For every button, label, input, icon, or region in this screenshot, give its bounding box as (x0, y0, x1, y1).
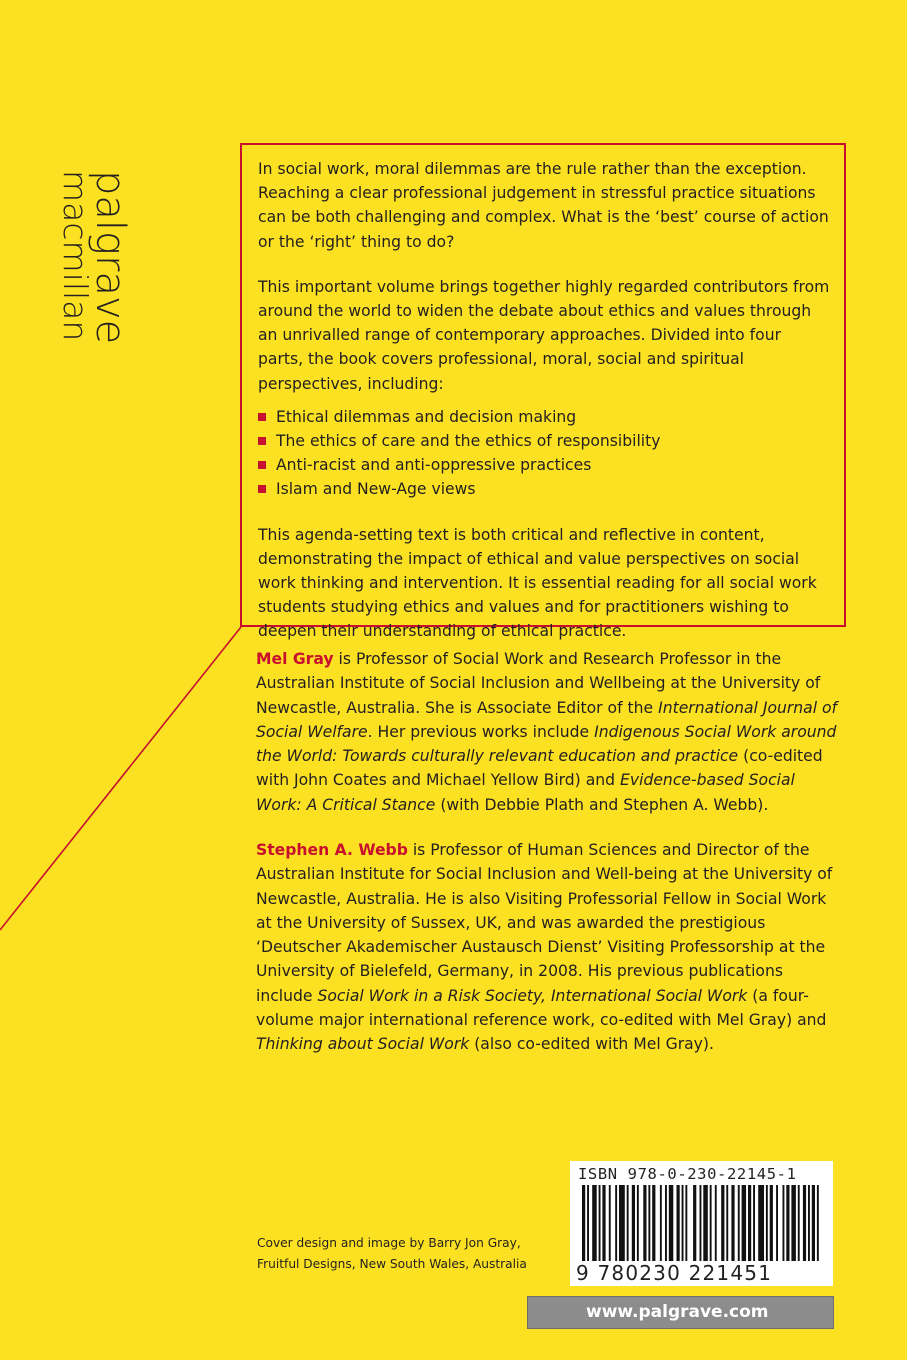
barcode-bar (710, 1185, 712, 1261)
bio-title-italic: Social Work in a Risk Society, International Social Work (317, 986, 748, 1005)
barcode-bar (685, 1185, 687, 1261)
barcode-bar (803, 1185, 806, 1261)
barcode-bar (742, 1185, 747, 1261)
barcode-bar (770, 1185, 773, 1261)
barcode-bar (715, 1185, 717, 1261)
author-bio-stephen-webb (256, 838, 840, 1057)
bio-title-italic: International Journal of Social Welfare (256, 698, 838, 741)
barcode-bar (648, 1185, 650, 1261)
bullet-item (258, 477, 830, 501)
bullet-text: The ethics of care and the ethics of responsibility (276, 432, 661, 451)
bullet-item (258, 453, 830, 477)
bio-text: (co-edited with John Coates and Michael Yellow Bird) and (256, 747, 823, 790)
barcode-bar (660, 1185, 662, 1261)
barcode-bar (652, 1185, 655, 1261)
barcode-bar (753, 1185, 755, 1261)
barcode-bar (615, 1185, 617, 1261)
barcode-bar (643, 1185, 646, 1261)
barcode-bar (637, 1185, 639, 1261)
bullet-item (258, 429, 830, 453)
barcode-bar (602, 1185, 605, 1261)
author-name: Mel Gray (256, 650, 334, 668)
blurb-paragraph-1: In social work, moral dilemmas are the rule rather than the exception. Reaching a clear professional judgement in stressful practice situations can be both challenging and complex. What is the ‘best’ course of action or the ‘right’ thing to do? (258, 160, 829, 251)
publisher-logo-line2: macmillan (56, 170, 95, 342)
barcode-bars (570, 1185, 833, 1265)
bullet-square-icon (258, 413, 266, 421)
barcode-bar (812, 1185, 815, 1261)
cover-credits-line2: Fruitful Designs, New South Wales, Australia (257, 1256, 527, 1271)
barcode-bar (632, 1185, 635, 1261)
barcode-bar (619, 1185, 625, 1261)
isbn-label: ISBN 978-0-230-22145-1 (578, 1165, 797, 1183)
bio-text: is Professor of Social Work and Research Professor in the Australian Institute of Social Inclusion and Wellbeing at the University of Newcastle, Australia. She is Associate Editor of the (256, 650, 821, 717)
barcode-bar (817, 1185, 819, 1261)
barcode-bar (609, 1185, 611, 1261)
publisher-url: www.palgrave.com (586, 1302, 769, 1322)
publisher-logo (56, 170, 133, 370)
bullet-text: Islam and New-Age views (276, 480, 476, 499)
barcode-bar (758, 1185, 764, 1261)
barcode-bar (682, 1185, 684, 1261)
blurb-box (240, 143, 846, 641)
barcode-bar (582, 1185, 585, 1261)
bio-text: . Her previous works include (367, 722, 595, 741)
bullet-text: Ethical dilemmas and decision making (276, 407, 577, 426)
isbn-barcode (570, 1161, 833, 1286)
publisher-url-bar (527, 1296, 834, 1329)
barcode-bar (599, 1185, 601, 1261)
barcode-bar (748, 1185, 751, 1261)
blurb-bullet-list (258, 405, 830, 502)
barcode-bar (783, 1185, 785, 1261)
barcode-bar (808, 1185, 810, 1261)
barcode-bar (731, 1185, 734, 1261)
barcode-bar (627, 1185, 629, 1261)
author-name: Stephen A. Webb (256, 841, 408, 859)
bio-title-italic: Indigenous Social Work around the World: Towards culturally relevant education and practice (256, 722, 837, 766)
bullet-square-icon (258, 461, 266, 469)
barcode-bar (738, 1185, 740, 1261)
barcode-bar (721, 1185, 724, 1261)
barcode-bar (693, 1185, 696, 1261)
bio-title-italic: Evidence-based Social Work: A Critical Stance (256, 771, 795, 814)
bio-title-italic: Thinking about Social Work (256, 1035, 470, 1054)
barcode-bar (700, 1185, 702, 1261)
bullet-square-icon (258, 437, 266, 445)
cover-credits-line1: Cover design and image by Barry Jon Gray, (257, 1236, 521, 1250)
barcode-bar (703, 1185, 708, 1261)
barcode-bar (766, 1185, 768, 1261)
barcode-bar (786, 1185, 789, 1261)
bio-text: (with Debbie Plath and Stephen A. Webb). (435, 795, 769, 814)
barcode-bar (776, 1185, 778, 1261)
blurb-paragraph-2: This important volume brings together highly regarded contributors from around the world to widen the debate about ethics and values through an unrivalled range of contemporary approaches. Divided into four parts, the book covers professional, moral, social and spiritual perspectives, including: (258, 277, 830, 393)
bullet-item (258, 405, 830, 429)
bio-text: (a four-volume major international reference work, co-edited with Mel Gray) and (256, 986, 827, 1030)
publisher-logo-line1: palgrave (87, 170, 133, 345)
barcode-bar (592, 1185, 597, 1261)
barcode-bar (677, 1185, 680, 1261)
blurb-paragraph-3: This agenda-setting text is both critical and reflective in content, demonstrating the impact of ethical and value perspectives on social work thinking and intervention. It is essential reading for all social work students studying ethics and values and for practitioners wishing to deepen their understanding of ethical practice. (258, 525, 817, 641)
barcode-bar (726, 1185, 728, 1261)
barcode-bar (669, 1185, 674, 1261)
bio-text: is Professor of Human Sciences and Director of the Australian Institute for Social Inclusion and Well-being at the University of Newcastle, Australia. He is also Visiting Professorial Fellow in Social Work at the University of Sussex, UK, and was awarded the prestigious ‘Deutscher Akademischer Austausch Dienst’ Visiting Professorship at the University of Bielefeld, Germany, in 2008. His previous publications include (256, 841, 833, 1005)
barcode-bar (665, 1185, 667, 1261)
bullet-text: Anti-racist and anti-oppressive practices (276, 456, 592, 475)
bullet-square-icon (258, 485, 266, 493)
bio-text: (also co-edited with Mel Gray). (469, 1035, 714, 1054)
author-bio-mel-gray (256, 647, 840, 817)
barcode-bar (587, 1185, 589, 1261)
cover-credits (257, 1233, 557, 1274)
barcode-bar (791, 1185, 796, 1261)
barcode-number: 9 780230 221451 (576, 1261, 773, 1285)
barcode-bar (798, 1185, 800, 1261)
